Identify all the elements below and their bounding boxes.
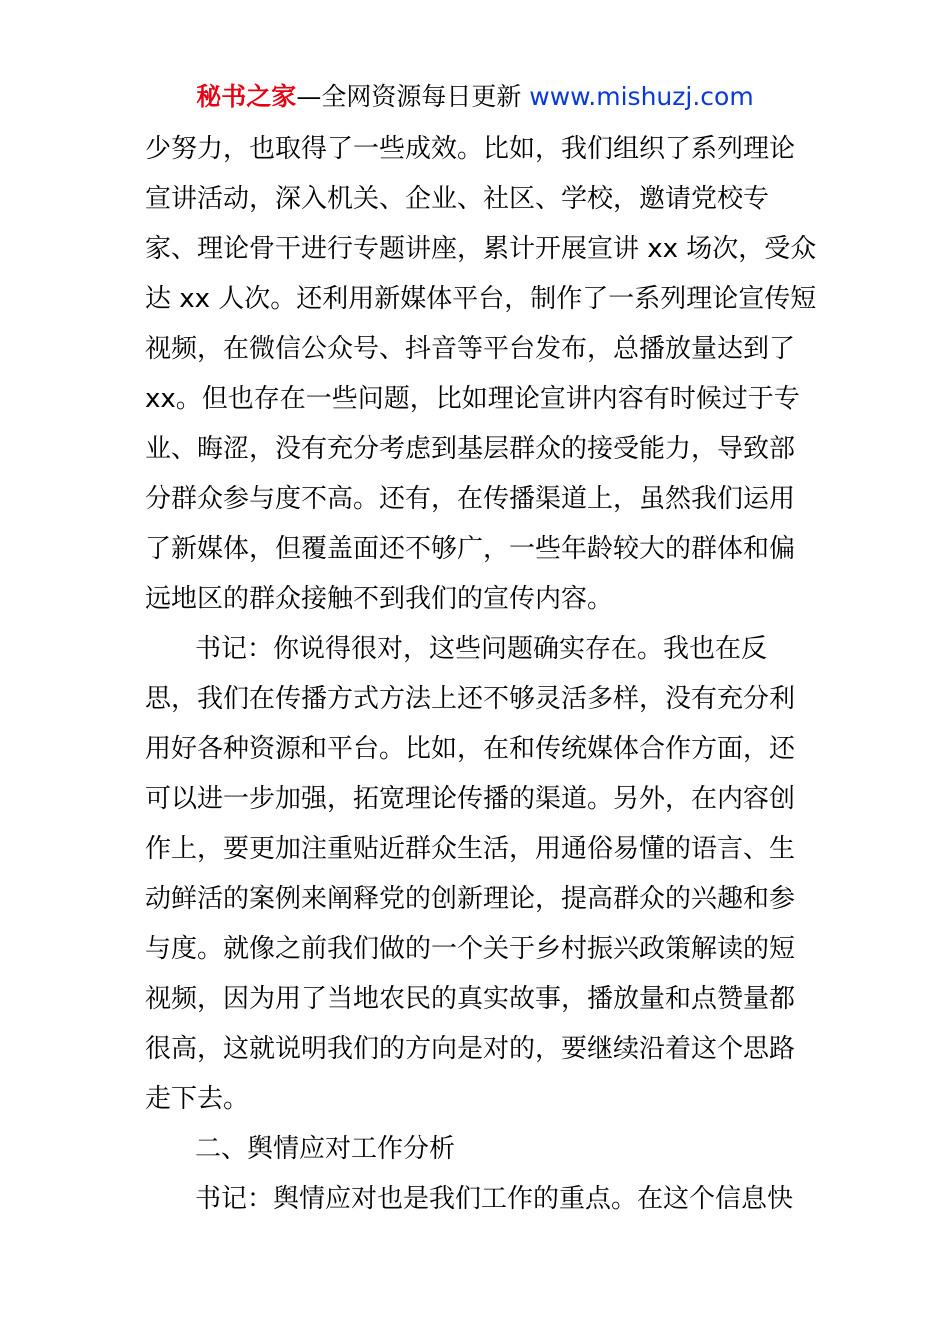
text-line: 走下去。 [145, 1084, 250, 1114]
text-line: 思，我们在传播方式方法上还不够灵活多样，没有充分利 [145, 684, 796, 714]
document-body [145, 124, 817, 1224]
text-line: 远地区的群众接触不到我们的宣传内容。 [145, 584, 614, 614]
text-line: 作上，要更加注重贴近群众生活，用通俗易懂的语言、生 [145, 834, 796, 864]
text-line: 可以进一步加强，拓宽理论传播的渠道。另外，在内容创 [145, 784, 796, 814]
text-line: 少努力，也取得了一些成效。比如，我们组织了系列理论 [145, 134, 796, 164]
text-line: 家、理论骨干进行专题讲座，累计开展宣讲 xx 场次，受众 [145, 234, 817, 264]
text-line: 动鲜活的案例来阐释党的创新理论，提高群众的兴趣和参 [145, 884, 796, 914]
page-header [0, 80, 950, 114]
site-url[interactable]: www.mishuzj.com [529, 82, 754, 111]
header-tagline: —全网资源每日更新 [296, 82, 530, 111]
section-heading: 二、舆情应对工作分析 [195, 1134, 456, 1164]
paragraph-start-line: 书记：舆情应对也是我们工作的重点。在这个信息快 [195, 1184, 794, 1214]
paragraph-start-line: 书记：你说得很对，这些问题确实存在。我也在反 [195, 634, 768, 664]
text-line: xx。但也存在一些问题，比如理论宣讲内容有时候过于专 [145, 384, 800, 414]
text-line: 视频，在微信公众号、抖音等平台发布，总播放量达到了 [145, 334, 796, 364]
text-line: 业、晦涩，没有充分考虑到基层群众的接受能力，导致部 [145, 434, 796, 464]
text-line: 达 xx 人次。还利用新媒体平台，制作了一系列理论宣传短 [145, 284, 817, 314]
text-line: 分群众参与度不高。还有，在传播渠道上，虽然我们运用 [145, 484, 796, 514]
text-line: 与度。就像之前我们做的一个关于乡村振兴政策解读的短 [145, 934, 796, 964]
text-line: 视频，因为用了当地农民的真实故事，播放量和点赞量都 [145, 984, 796, 1014]
text-line: 了新媒体，但覆盖面还不够广，一些年龄较大的群体和偏 [145, 534, 796, 564]
text-line: 很高，这就说明我们的方向是对的，要继续沿着这个思路 [145, 1034, 796, 1064]
text-line: 宣讲活动，深入机关、企业、社区、学校，邀请党校专 [145, 184, 770, 214]
brand-name: 秘书之家 [196, 82, 297, 111]
text-line: 用好各种资源和平台。比如，在和传统媒体合作方面，还 [145, 734, 796, 764]
